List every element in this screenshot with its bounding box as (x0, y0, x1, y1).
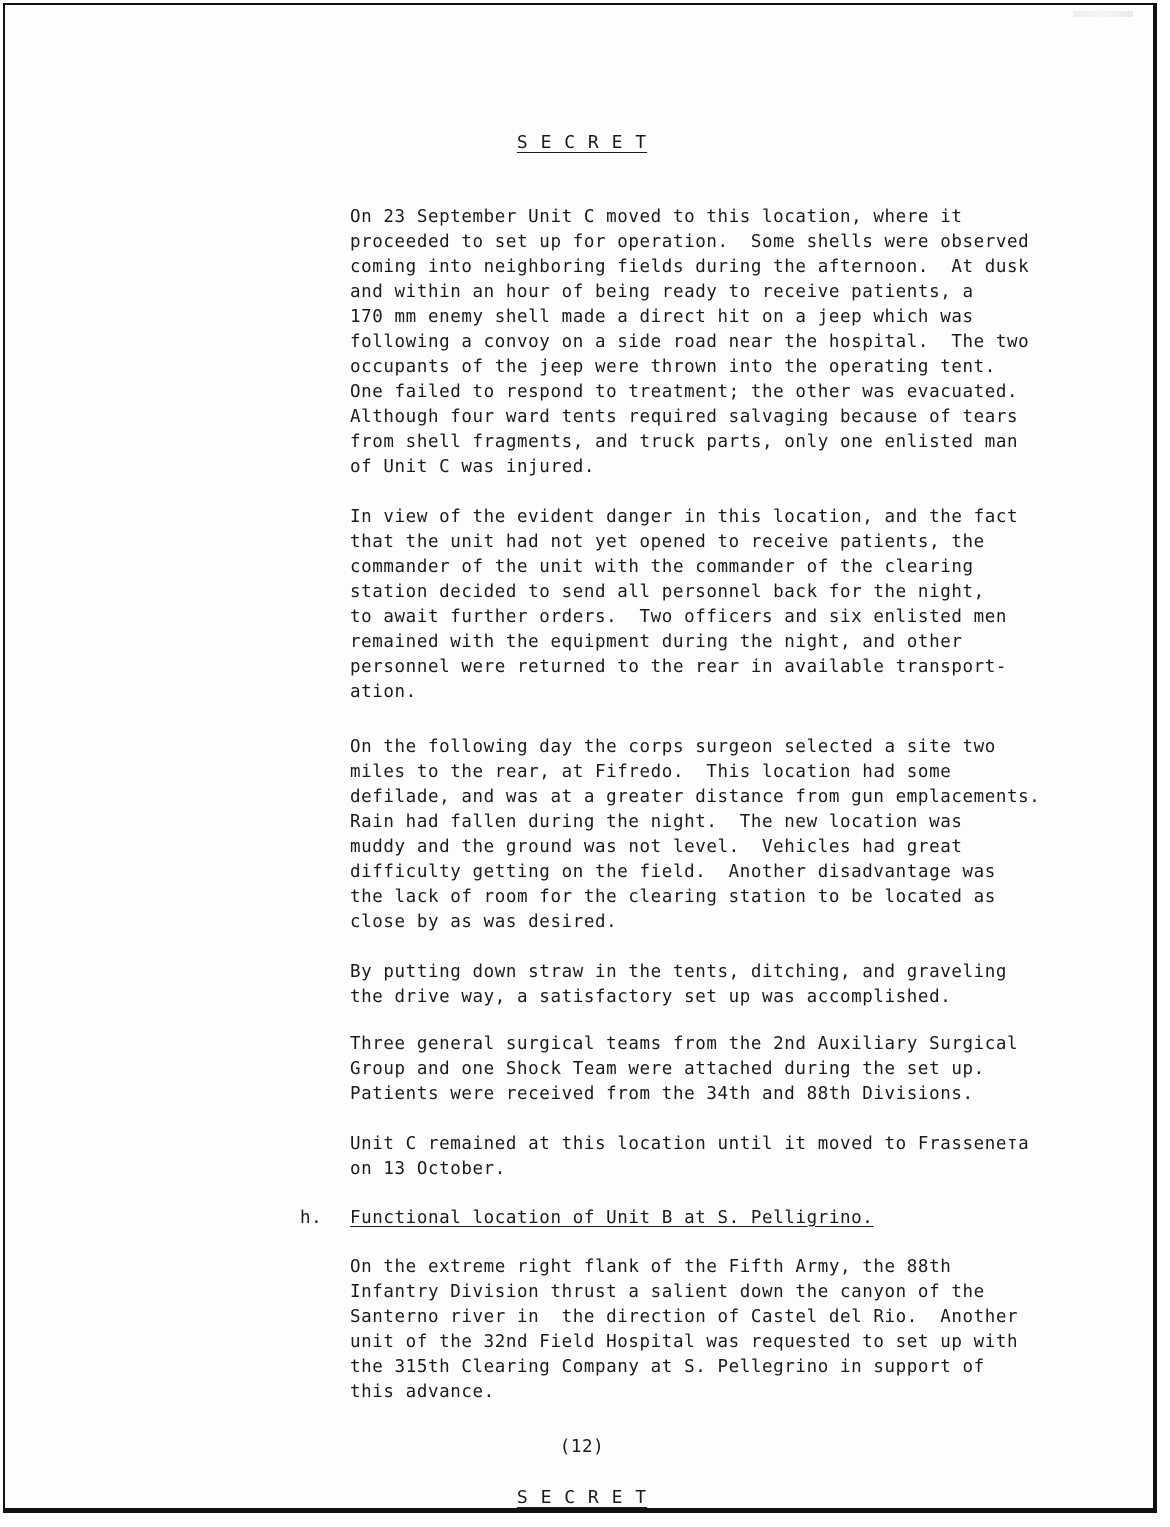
paragraph-extreme-right-flank: On the extreme right flank of the Fifth Army, the 88th Infantry Division thrust a salient down the canyon of the Santerno river in the direction of Castel del Rio. Another unit of the 32nd Field Hospital was requested to set up with the 315th Clearing Company at S. Pellegrino in support of this advance. (350, 1257, 1019, 1402)
paragraph-unit-c-remained: Unit C remained at this location until it moved to Frassenета on 13 October. (350, 1134, 1030, 1179)
paragraph-straw-ditching: By putting down straw in the tents, ditching, and graveling the drive way, a satisfactory set up was accomplished. (350, 962, 1008, 1007)
page-number: (12) (559, 1437, 605, 1457)
paragraph-surgical-teams: Three general surgical teams from the 2nd Auxiliary Surgical Group and one Shock Team were attached during the set up. Patients were received from the 34th and 88th Divisions. (350, 1034, 1019, 1104)
scan-corner-mark (1073, 11, 1133, 17)
paragraph-unit-c-move: On 23 September Unit C moved to this location, where it proceeded to set up for operation. Some shells were observed coming into neighboring fields during the afternoon. At dusk and within an hour of being ready to receive patients, a 170 mm enemy shell made a direct hit on a jeep which was following a convoy on a side road near the hospital. The two occupants of the jeep were thrown into the operating tent. One failed to respond to treatment; the other was evacuated. Although four ward tents required salvaging because of tears from shell fragments, and truck parts, only one enlisted man of Unit C was injured. (350, 207, 1030, 477)
classification-header: S E C R E T (516, 132, 648, 153)
document-page (3, 3, 1157, 1513)
section-marker: h. (300, 1208, 323, 1228)
classification-footer: S E C R E T (516, 1487, 648, 1508)
paragraph-following-day: On the following day the corps surgeon selected a site two miles to the rear, at Fifredo. This location had some defilade, and was at a greater distance from gun emplacements. Rain had fallen during the night. The new location was muddy and the ground was not level. Vehicles had great difficulty getting on the field. Another disadvantage was the lack of room for the clearing station to be located as close by as was desired. (350, 737, 1041, 932)
section-title: Functional location of Unit B at S. Pelligrino. (350, 1208, 874, 1228)
paragraph-evident-danger: In view of the evident danger in this location, and the fact that the unit had not yet opened to receive patients, the commander of the unit with the commander of the clearing station decided to send all personnel back for the night, to await further orders. Two officers and six enlisted men remained with the equipment during the night, and other personnel were returned to the rear in available transport- ation. (350, 507, 1019, 702)
